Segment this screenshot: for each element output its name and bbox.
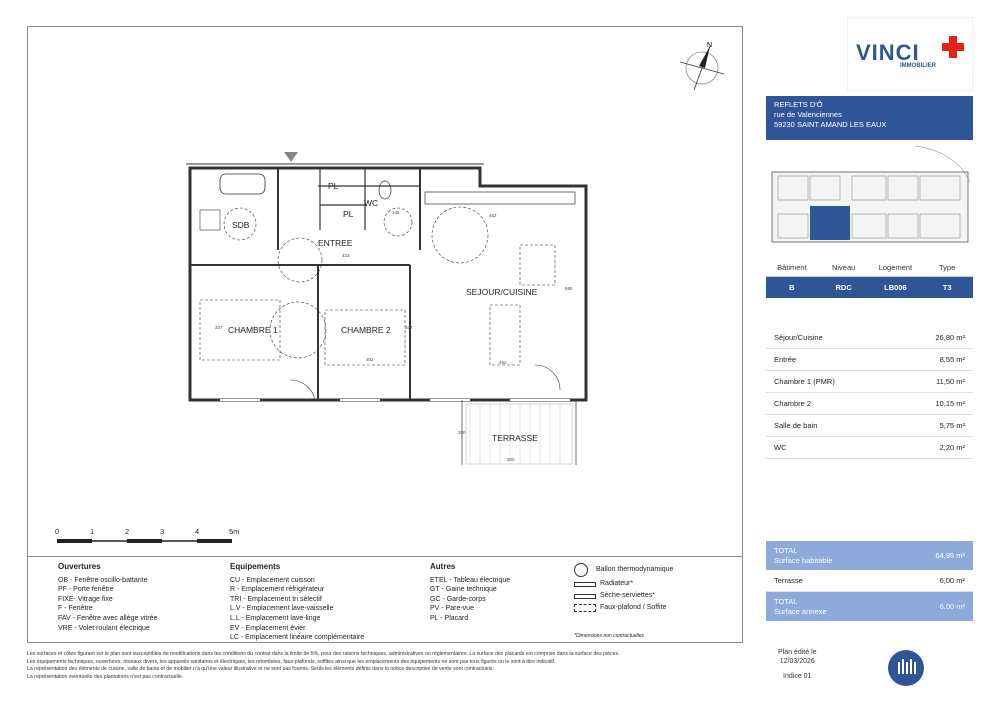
project-info bbox=[766, 96, 973, 140]
room-entree: ENTREE bbox=[318, 238, 353, 248]
legend-note: *Dimensions non contractuelles bbox=[574, 633, 645, 639]
room-sejour: SEJOUR/CUISINE bbox=[466, 287, 538, 297]
value-type: T3 bbox=[942, 283, 952, 292]
dim-label: 462 bbox=[489, 213, 497, 218]
faux-plafond-icon bbox=[574, 604, 596, 612]
legend-divider bbox=[27, 556, 743, 557]
entry-arrow-icon bbox=[284, 152, 298, 162]
lot-table-header bbox=[766, 259, 973, 277]
room-wc: WC bbox=[364, 198, 379, 208]
legend-symbols: Ballon thermodynamique Radiateur* Sèche-serviettes* Faux-plafond / Soffite *Dimensions non contractuelles bbox=[574, 562, 673, 642]
surface-row: Entrée 8,55 m² bbox=[766, 349, 973, 371]
seche-serviettes-icon bbox=[574, 594, 596, 599]
legend-equipements: Equipements CU - Emplacement cuisson R - Emplacement réfrigérateur TRI - Emplacement tri sélectif L.V - Emplacement lave-vaisselle L.L - Emplacement lave-linge EV - Emplacement évier LC - Emplacement linéaire complémentaire bbox=[230, 562, 365, 642]
floor-plan bbox=[180, 150, 600, 470]
lot-highlight bbox=[810, 206, 850, 240]
vinci-logo bbox=[848, 18, 972, 90]
value-logement: LB006 bbox=[884, 283, 907, 292]
north-compass-icon bbox=[672, 38, 732, 98]
footer-disclaimer: Les surfaces et côtes figurant sur le plan sont susceptibles de modifications dans les conditions du contrat dans la limite de 5%, pour des raisons techniques, administratives ou réglementaires. La surface des placards est comprise dans la surface des pièces. Les équipements techniques, ouvertures, réseaux divers, les appareils sanitaires et électriques, les retombées, faux-plafonds, soffites ainsi que les emplacements des équipements ne sont pas tous figurés ou le sont à titre indicatif. La représentation des éléments de cuisine, salle de bains et de mobilier n'a qu'une valeur illustrative et ne sont pas fournis. Seuls les éléments définis dans la notice descriptive de vente sont contractuels. La représentation éventuelle des plantations n'est pas contractuelle. bbox=[27, 651, 620, 680]
terrasse-row: Terrasse 6,00 m² bbox=[766, 570, 973, 592]
building-thumbnail bbox=[766, 142, 973, 258]
lot-table-values bbox=[766, 277, 973, 298]
radiateur-icon bbox=[574, 582, 596, 587]
project-name: REFLETS D'Ô bbox=[774, 100, 823, 109]
header-logement: Logement bbox=[878, 263, 913, 272]
dim-label: 302 bbox=[366, 357, 374, 362]
total-habitable: TOTAL Surface habitable 64,95 m² Terrasse 6,00 m² TOTAL Surface annexe 6,00 m² bbox=[766, 541, 973, 621]
dim-label: 337 bbox=[405, 325, 413, 330]
room-chambre-2: CHAMBRE 2 bbox=[341, 325, 391, 335]
logo-immobilier-text: IMMOBILIER bbox=[900, 63, 936, 69]
value-batiment: B bbox=[789, 283, 795, 292]
logo-cross-icon bbox=[942, 36, 964, 58]
surface-row: Chambre 2 10,15 m² bbox=[766, 393, 973, 415]
project-city: 59230 SAINT AMAND LES EAUX bbox=[774, 120, 887, 129]
surface-row: Séjour/Cuisine 26,80 m² bbox=[766, 327, 973, 349]
header-type: Type bbox=[938, 263, 956, 272]
legend-ouvertures: Ouvertures OB - Fenêtre oscillo-battante PF - Porte fenêtre FIXE- Vitrage fixe F - Fenêtre FAV - Fenêtre avec allège vitrée VRE - Volet roulant électrique bbox=[58, 562, 158, 632]
ballon-icon bbox=[574, 563, 588, 577]
header-niveau: Niveau bbox=[831, 263, 856, 272]
room-chambre-1: CHAMBRE 1 bbox=[228, 325, 278, 335]
room-sdb: SDB bbox=[232, 220, 250, 230]
dim-label: 580 bbox=[565, 286, 573, 291]
dim-label: 145 bbox=[392, 210, 400, 215]
room-pl-1: PL bbox=[328, 181, 339, 191]
logo-badge-icon bbox=[888, 650, 924, 686]
dim-label: 423 bbox=[342, 253, 350, 258]
total-annexe: TOTAL Surface annexe 6,00 m² bbox=[766, 592, 973, 621]
dim-label: 200 bbox=[458, 430, 466, 435]
value-niveau: RDC bbox=[835, 283, 852, 292]
project-street: rue de Valenciennes bbox=[774, 110, 842, 119]
dim-label: 300 bbox=[507, 457, 515, 462]
dim-label: 462 bbox=[499, 360, 507, 365]
surface-row: WC 2,20 m² bbox=[766, 437, 973, 459]
room-terrasse: TERRASSE bbox=[492, 433, 538, 443]
room-pl-2: PL bbox=[343, 209, 354, 219]
plan-edition-info: Plan édité le 12/03/2026 Indice 01 bbox=[778, 649, 817, 680]
dim-label: 337 bbox=[215, 325, 223, 330]
surface-row: Salle de bain 5,75 m² bbox=[766, 415, 973, 437]
legend-autres: Autres ETEL - Tableau électrique GT - Gaine technique GC - Garde-corps PV - Pare-vue PL - Placard bbox=[430, 562, 511, 622]
surface-list bbox=[766, 327, 973, 459]
header-batiment: Bâtiment bbox=[777, 263, 807, 272]
logo-vinci-text: VINCI bbox=[856, 40, 920, 65]
surface-row: Chambre 1 (PMR) 11,50 m² bbox=[766, 371, 973, 393]
compass-n-label: N bbox=[707, 42, 713, 49]
